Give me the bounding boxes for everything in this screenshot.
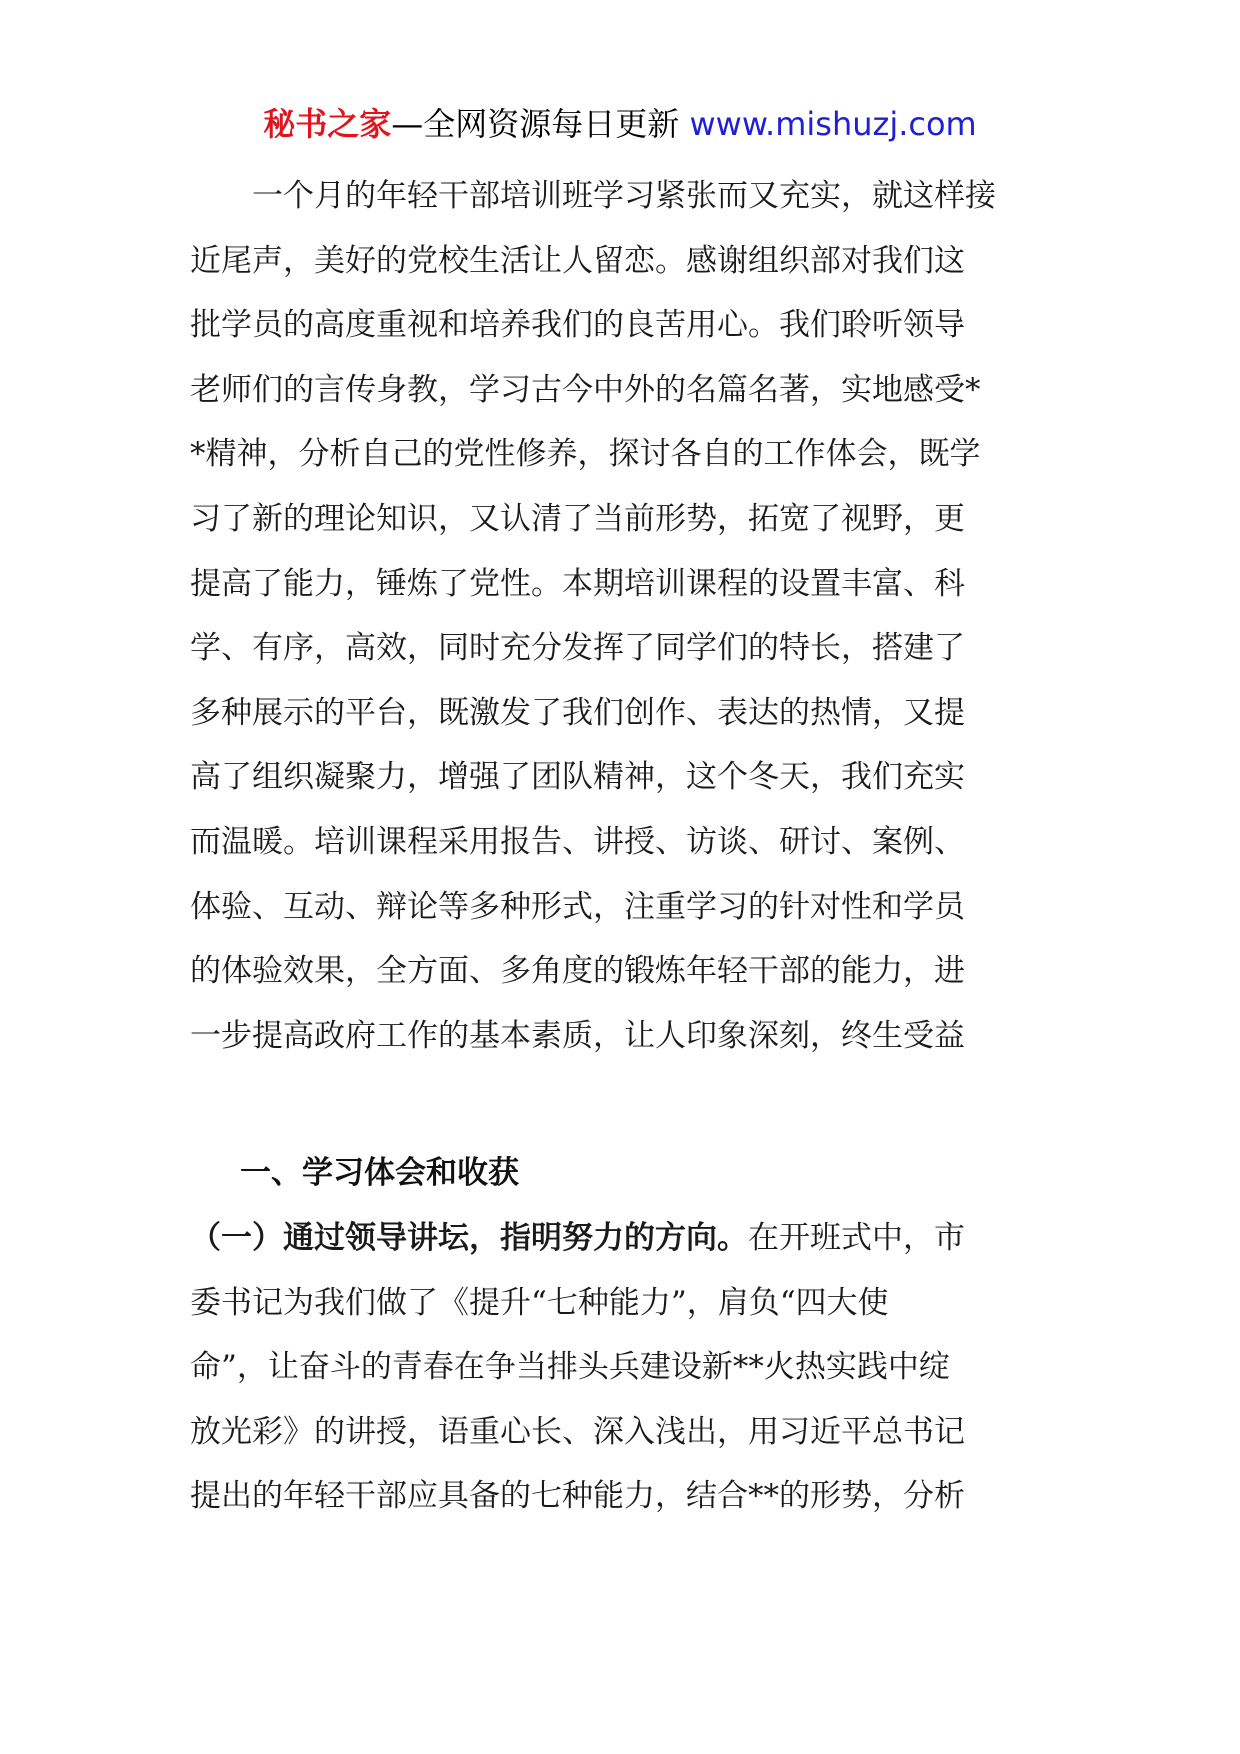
paragraph-line: 而温暖。培训课程采用报告、讲授、访谈、研讨、案例、 (190, 823, 965, 860)
paragraph-line: 一个月的年轻干部培训班学习紧张而又充实，就这样接 (190, 178, 996, 214)
paragraph-line: 近尾声，美好的党校生活让人留恋。感谢组织部对我们这 (190, 242, 965, 279)
paragraph-line: 提出的年轻干部应具备的七种能力，结合**的形势，分析 (190, 1478, 965, 1515)
page-header (0, 100, 1240, 148)
intro-paragraph (190, 164, 1060, 1068)
brand-name: 秘书之家 (263, 105, 392, 143)
paragraph-line: 委书记为我们做了《提升“七种能力”，肩负“四大使 (190, 1284, 889, 1321)
header-slogan: —全网资源每日更新 (391, 105, 680, 143)
first-line-rest: 在开班式中，市 (748, 1220, 965, 1256)
paragraph-line: 批学员的高度重视和培养我们的良苦用心。我们聆听领导 (190, 307, 965, 344)
paragraph-line: *精神，分析自己的党性修养，探讨各自的工作体会，既学 (190, 436, 981, 473)
paragraph-line: 体验、互动、辩论等多种形式，注重学习的针对性和学员 (190, 888, 965, 925)
paragraph-line: 的体验效果，全方面、多角度的锻炼年轻干部的能力，进 (190, 953, 965, 990)
paragraph-line: 放光彩》的讲授，语重心长、深入浅出，用习近平总书记 (190, 1413, 965, 1450)
paragraph-line: 一步提高政府工作的基本素质，让人印象深刻，终生受益 (190, 1017, 965, 1054)
website-link[interactable]: www.mishuzj.com (689, 105, 977, 143)
paragraph-first-line (190, 1206, 1060, 1271)
paragraph-line: 习了新的理论知识，又认清了当前形势，拓宽了视野，更 (190, 500, 965, 537)
paragraph-line: 多种展示的平台，既激发了我们创作、表达的热情，又提 (190, 694, 965, 731)
subsection-lead: （一）通过领导讲坛，指明努力的方向。 (190, 1220, 748, 1256)
paragraph-line: 高了组织凝聚力，增强了团队精神，这个冬天，我们充实 (190, 759, 965, 796)
paragraph-line: 学、有序，高效，同时充分发挥了同学们的特长，搭建了 (190, 630, 965, 667)
section-paragraph (190, 1206, 1060, 1529)
paragraph-line: 提高了能力，锤炼了党性。本期培训课程的设置丰富、科 (190, 565, 965, 602)
paragraph-line: 老师们的言传身教，学习古今中外的名篇名著，实地感受* (190, 371, 981, 408)
paragraph-line: 命”，让奋斗的青春在争当排头兵建设新**火热实践中绽 (190, 1349, 950, 1386)
section-heading: 一、学习体会和收获 (240, 1155, 519, 1191)
